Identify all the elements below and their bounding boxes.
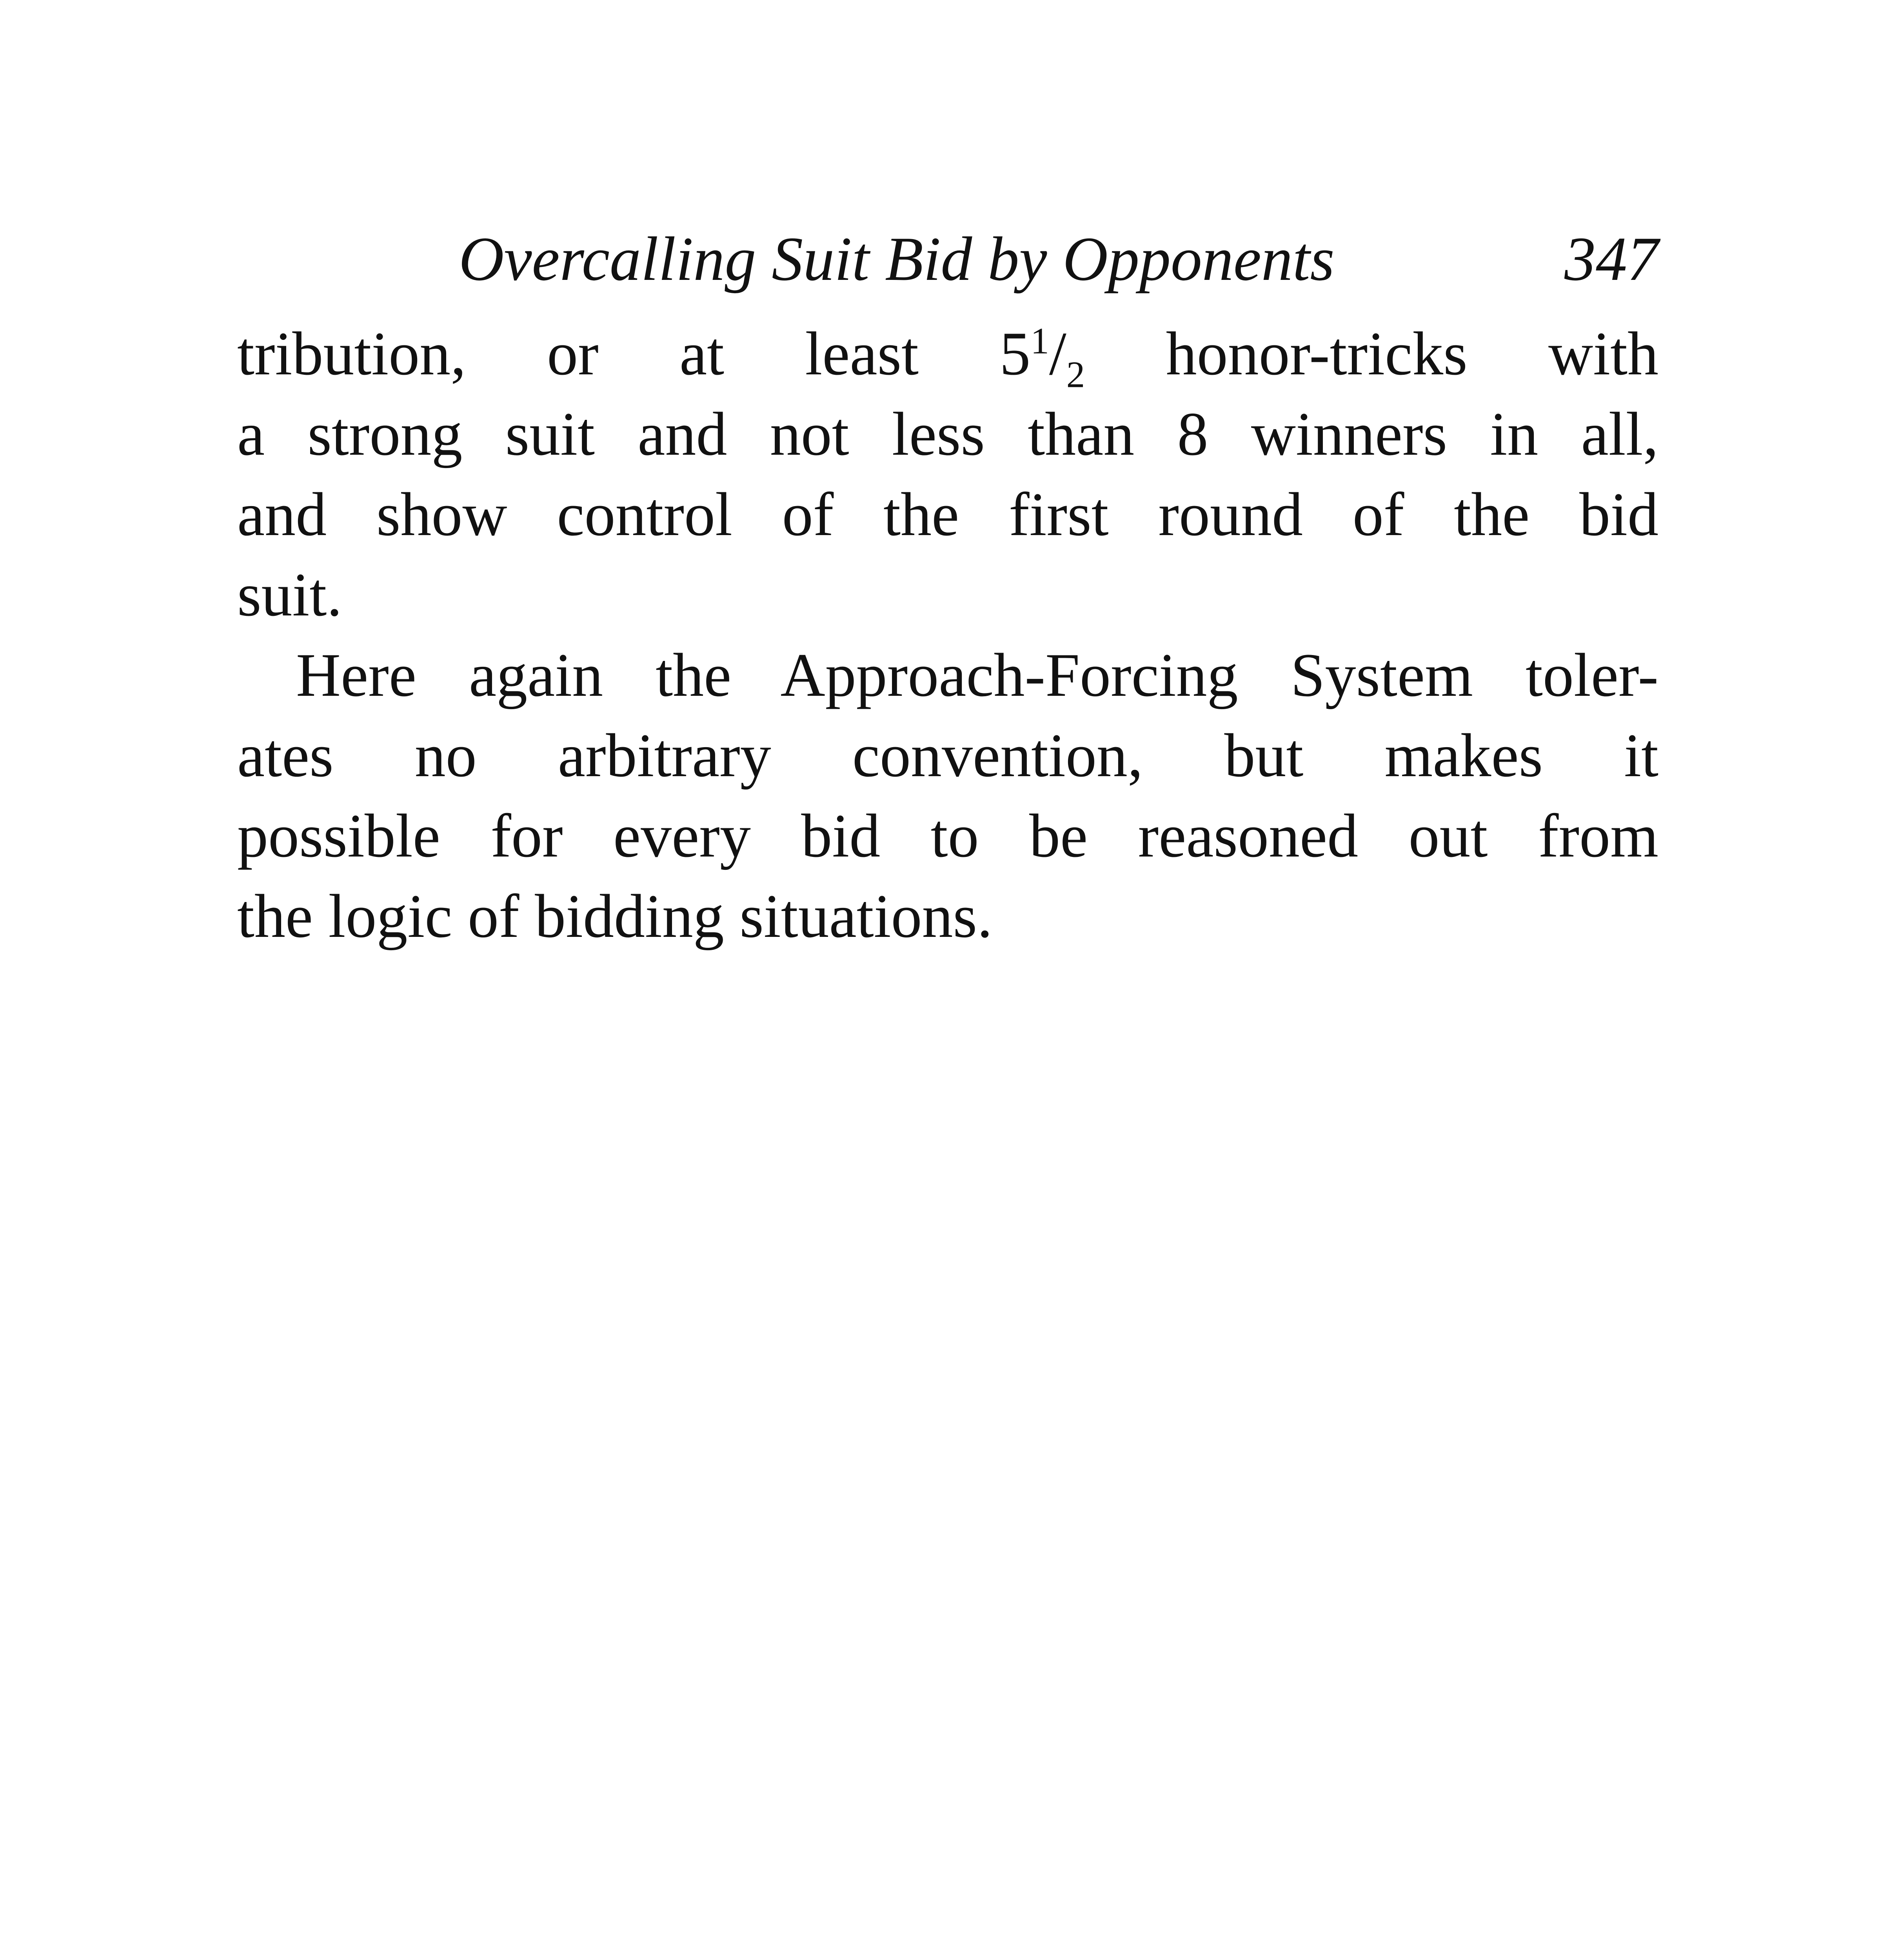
fraction-slash: / bbox=[1049, 319, 1066, 388]
running-title: Overcalling Suit Bid by Opponents bbox=[459, 224, 1335, 294]
text-run: tribution, or at least 5 bbox=[237, 319, 1031, 388]
text-line: ates no arbitrary convention, but makes it bbox=[237, 721, 1658, 790]
fraction-denominator: 2 bbox=[1066, 354, 1085, 396]
running-head bbox=[459, 220, 1658, 298]
text-line: a strong suit and not less than 8 winners in all, bbox=[237, 400, 1658, 468]
paragraph-1 bbox=[237, 314, 1658, 635]
body-text bbox=[237, 314, 1658, 956]
text-line: possible for every bid to be reasoned out from bbox=[237, 802, 1658, 870]
text-line: and show control of the first round of the bid bbox=[237, 480, 1658, 549]
text-line: suit. bbox=[237, 561, 342, 629]
fraction-numerator: 1 bbox=[1030, 320, 1049, 362]
text-run: honor-tricks with bbox=[1085, 319, 1658, 388]
text-line: Here again the Approach-Forcing System toler- bbox=[296, 641, 1658, 710]
text-line: the logic of bidding situations. bbox=[237, 882, 993, 951]
text-line bbox=[237, 314, 1658, 394]
paragraph-2 bbox=[237, 635, 1658, 956]
page-number: 347 bbox=[1564, 224, 1658, 294]
